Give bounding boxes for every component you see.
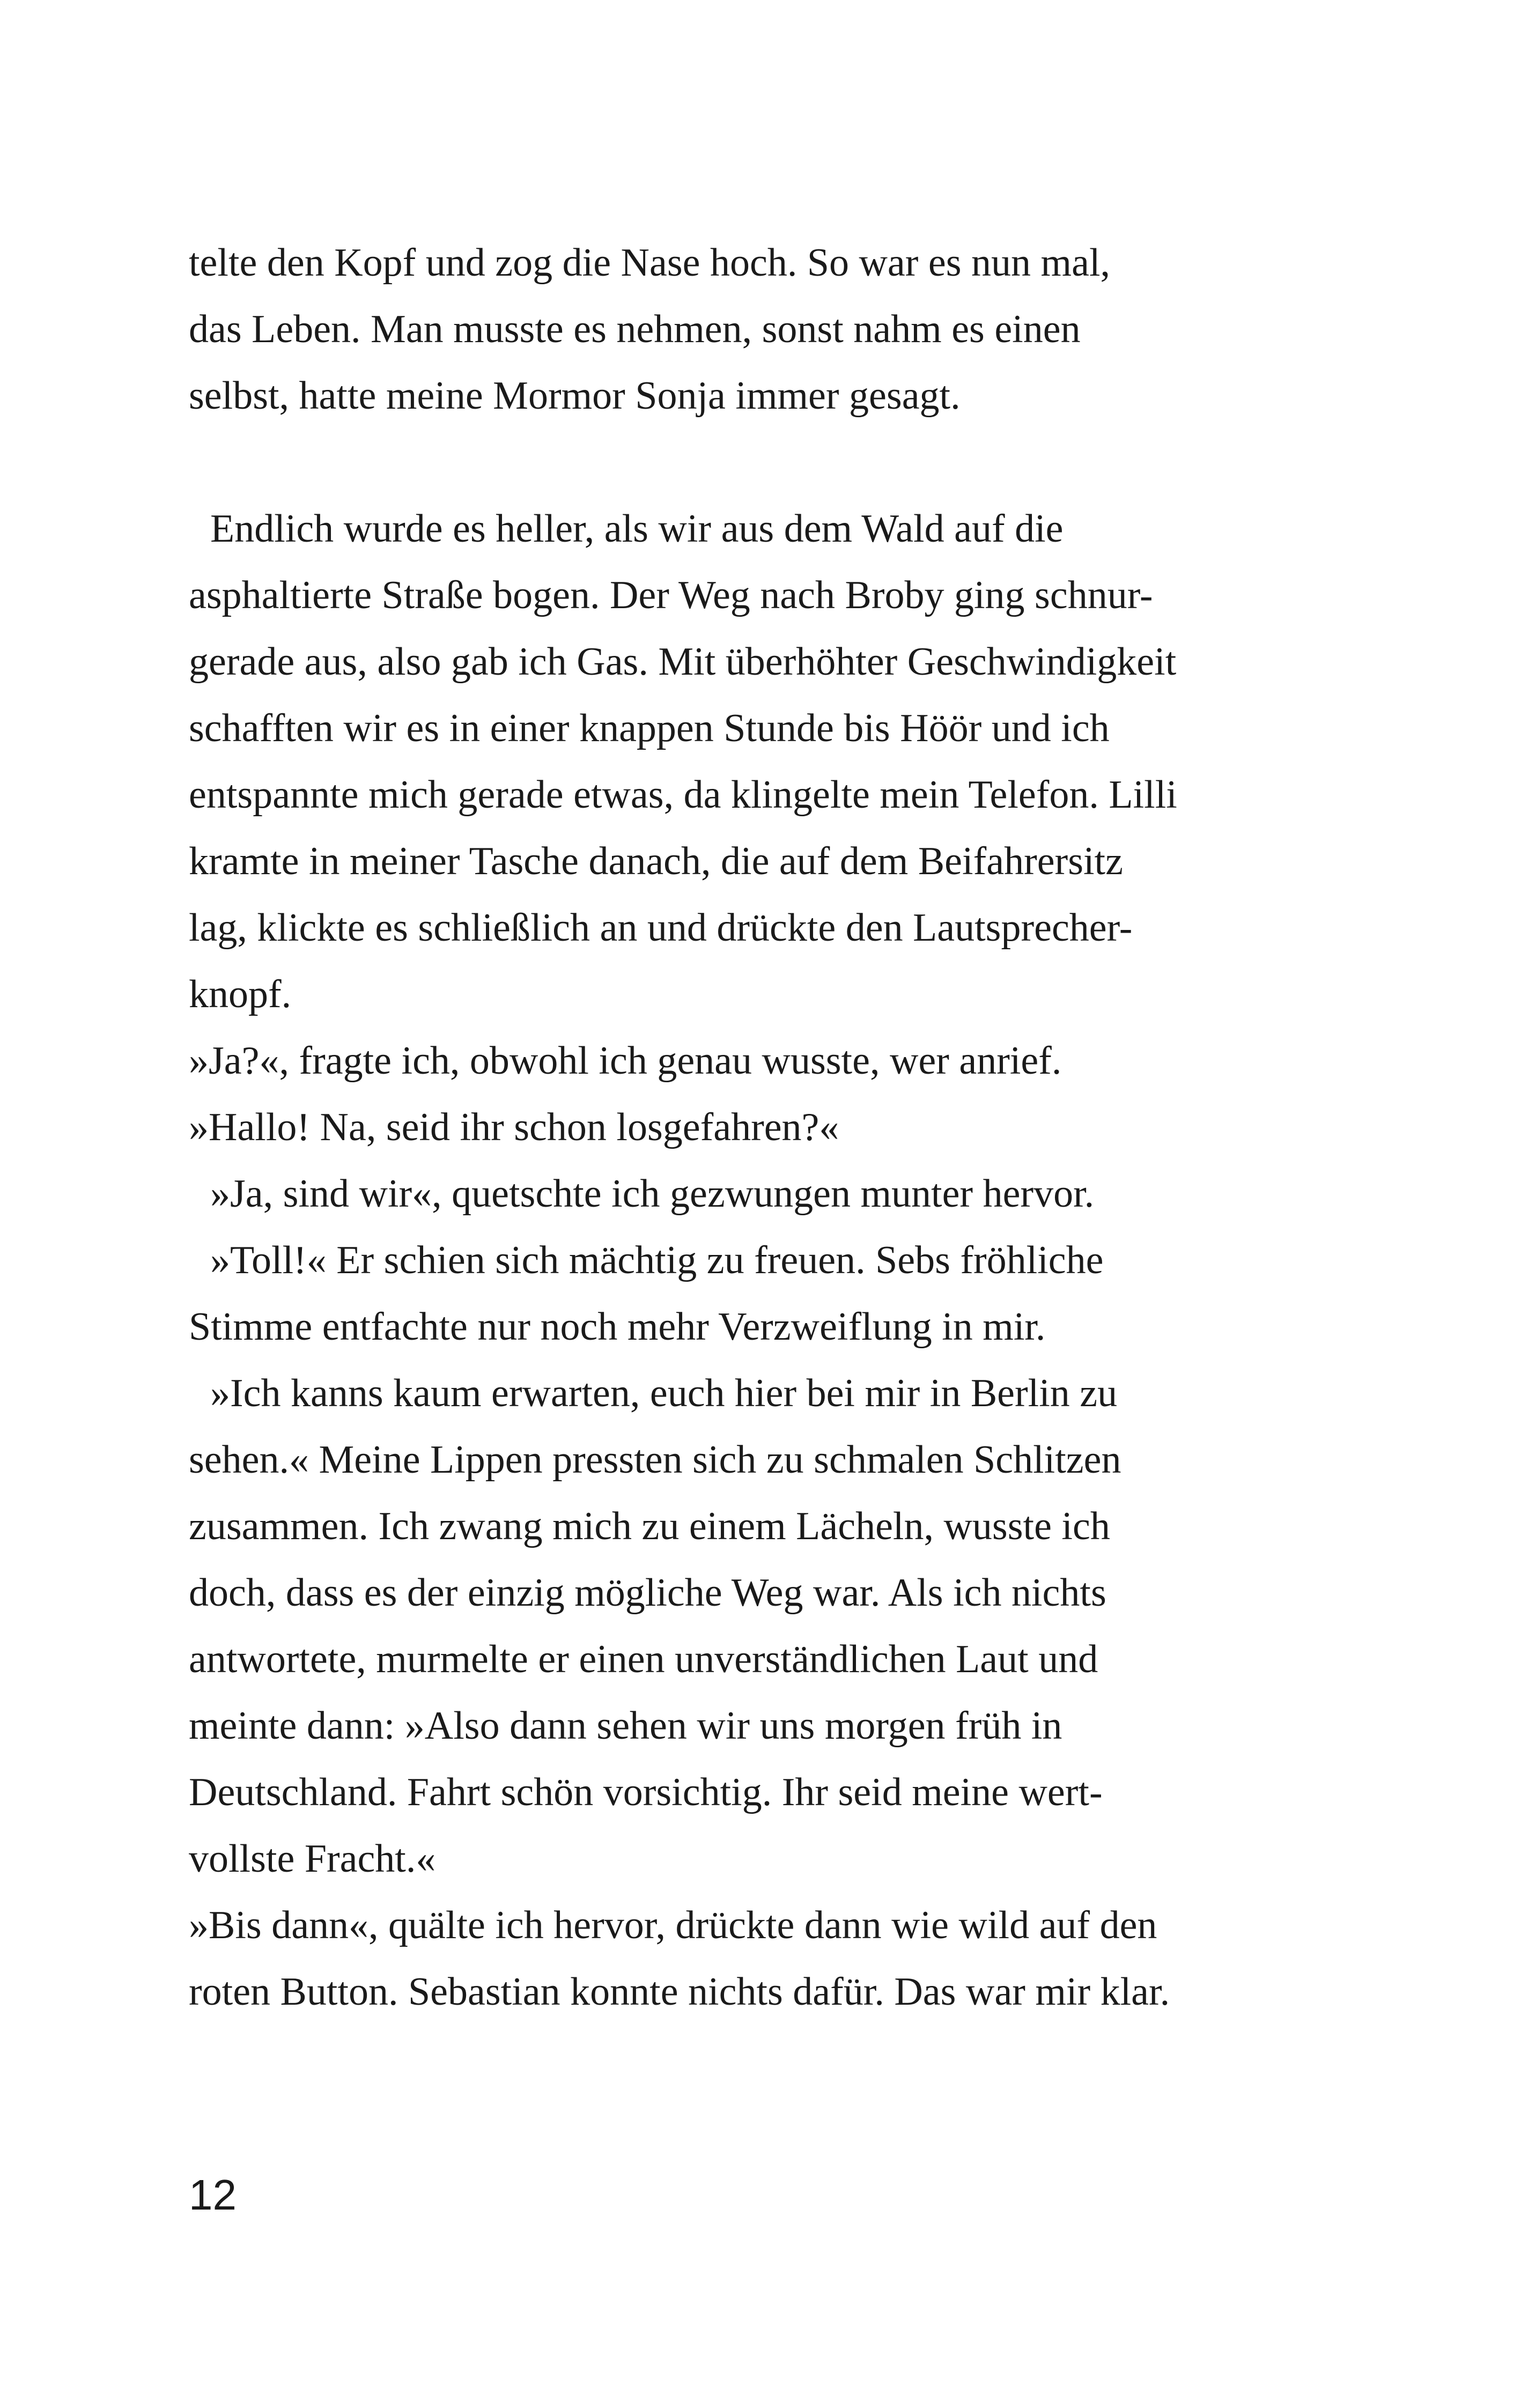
text-line: Stimme entfachte nur noch mehr Verzweiflung in mir. [189, 1305, 1046, 1349]
text-line: gerade aus, also gab ich Gas. Mit überhöhter Geschwindigkeit [189, 640, 1177, 684]
text-line: sehen.« Meine Lippen pressten sich zu schmalen Schlitzen [189, 1438, 1121, 1482]
text-line: »Hallo! Na, seid ihr schon losgefahren?« [189, 1105, 839, 1149]
body-text [189, 230, 1304, 2025]
text-line: schafften wir es in einer knappen Stunde bis Höör und ich [189, 706, 1110, 750]
text-line: Endlich wurde es heller, als wir aus dem Wald auf die [210, 507, 1064, 551]
text-line: vollste Fracht.« [189, 1837, 436, 1881]
text-line: »Bis dann«, quälte ich hervor, drückte dann wie wild auf den [189, 1903, 1157, 1947]
text-line: antwortete, murmelte er einen unverständlichen Laut und [189, 1637, 1098, 1681]
text-line: telte den Kopf und zog die Nase hoch. So war es nun mal, [189, 241, 1111, 285]
paragraph-8 [189, 1892, 1304, 2025]
paragraph-gap [189, 429, 1304, 496]
text-line: »Toll!« Er schien sich mächtig zu freuen. Sebs fröhliche [210, 1238, 1104, 1282]
text-line: asphaltierte Straße bogen. Der Weg nach Broby ging schnur- [189, 573, 1153, 617]
text-line: roten Button. Sebastian konnte nichts dafür. Das war mir klar. [189, 1970, 1170, 2014]
text-line: knopf. [189, 972, 292, 1016]
text-line: lag, klickte es schließlich an und drückte den Lautsprecher- [189, 906, 1133, 950]
paragraph-6 [189, 1227, 1304, 1360]
paragraph-7 [189, 1360, 1304, 1892]
text-line: meinte dann: »Also dann sehen wir uns morgen früh in [189, 1704, 1062, 1748]
page-number: 12 [189, 2171, 237, 2219]
text-line: »Ja?«, fragte ich, obwohl ich genau wusste, wer anrief. [189, 1039, 1062, 1083]
paragraph-5 [189, 1161, 1304, 1227]
text-line: Deutschland. Fahrt schön vorsichtig. Ihr seid meine wert- [189, 1770, 1103, 1814]
paragraph-4 [189, 1094, 1304, 1161]
text-line: das Leben. Man musste es nehmen, sonst nahm es einen [189, 307, 1081, 351]
text-line: »Ich kanns kaum erwarten, euch hier bei mir in Berlin zu [210, 1371, 1118, 1415]
text-line: doch, dass es der einzig mögliche Weg war. Als ich nichts [189, 1571, 1106, 1615]
text-line: »Ja, sind wir«, quetschte ich gezwungen munter hervor. [210, 1172, 1095, 1216]
text-line: zusammen. Ich zwang mich zu einem Lächeln, wusste ich [189, 1504, 1110, 1548]
paragraph-1 [189, 230, 1304, 429]
text-line: selbst, hatte meine Mormor Sonja immer gesagt. [189, 374, 961, 418]
text-line: kramte in meiner Tasche danach, die auf dem Beifahrersitz [189, 839, 1123, 883]
paragraph-3 [189, 1028, 1304, 1094]
paragraph-2 [189, 496, 1304, 1028]
text-line: entspannte mich gerade etwas, da klingelte mein Telefon. Lilli [189, 773, 1177, 817]
